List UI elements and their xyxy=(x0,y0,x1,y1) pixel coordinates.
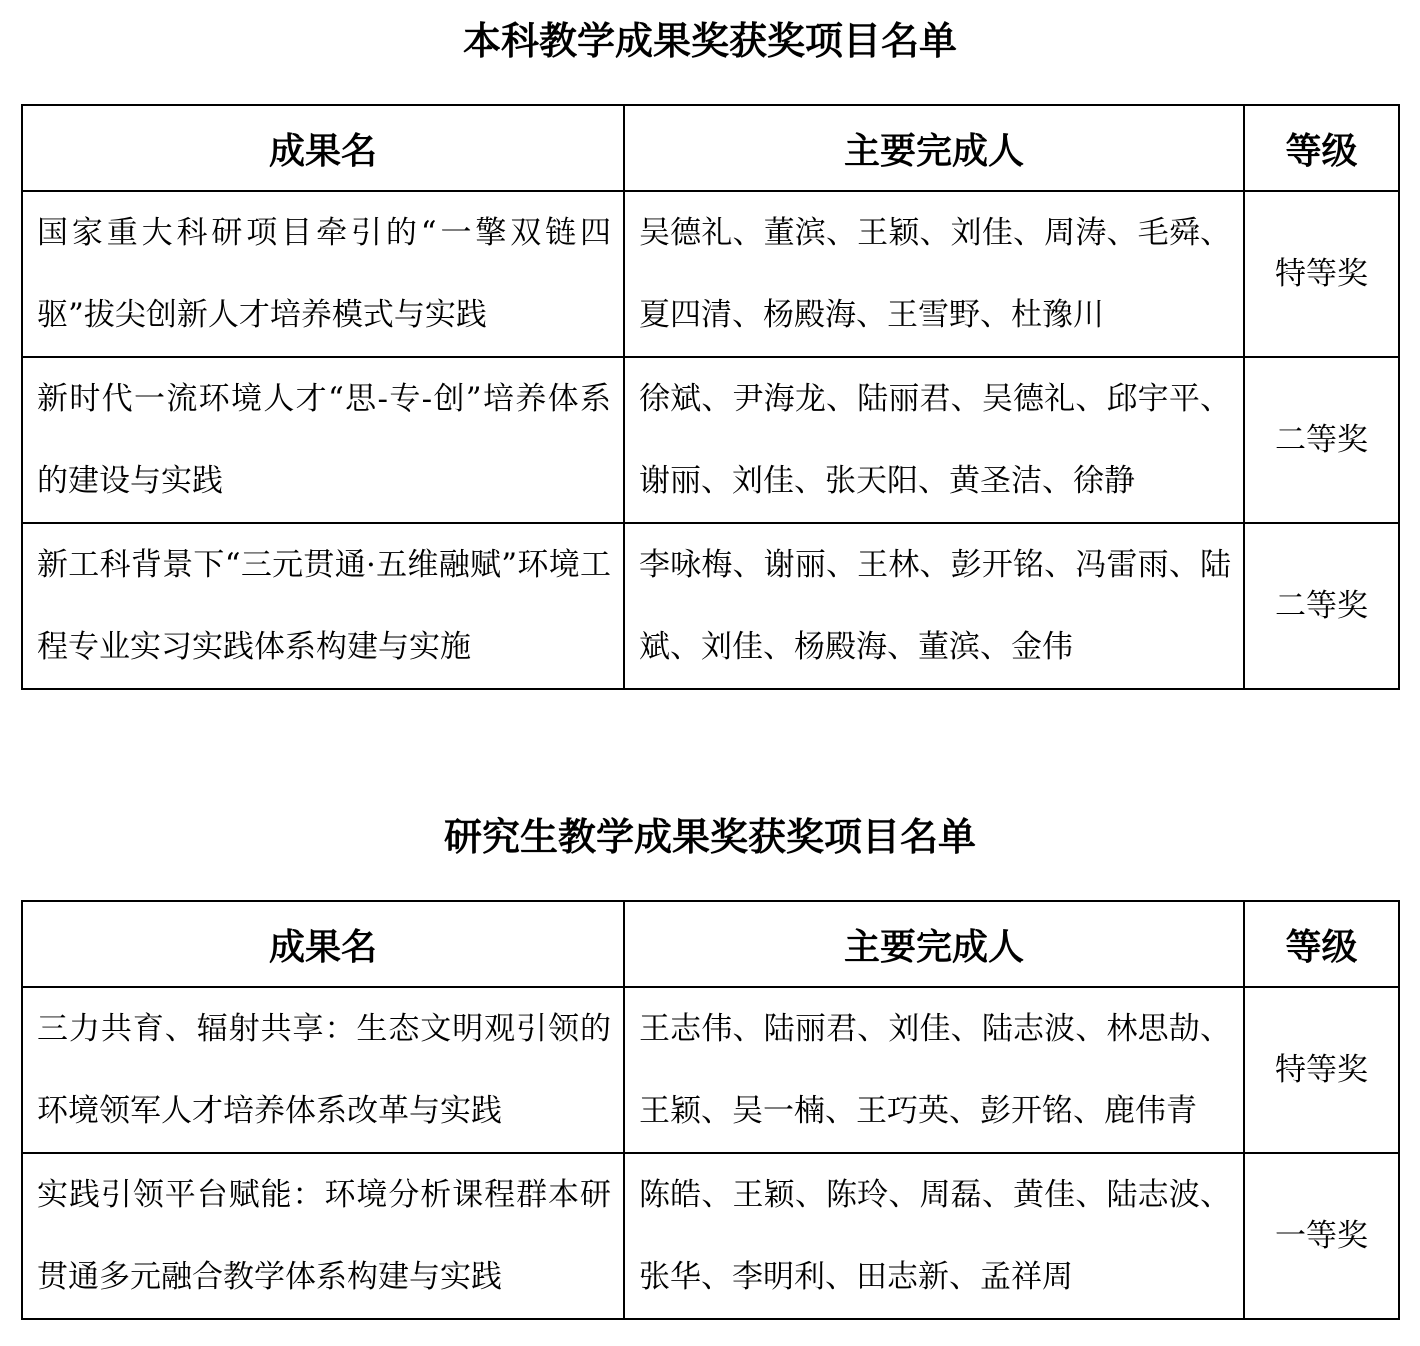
undergrad-award-table xyxy=(21,104,1400,690)
table-row xyxy=(22,357,1399,523)
table-header-row xyxy=(22,105,1399,191)
award-level-cell: 二等奖 xyxy=(1244,523,1399,689)
undergrad-list-title: 本科教学成果奖获奖项目名单 xyxy=(462,18,957,63)
table-row xyxy=(22,523,1399,689)
graduate-list-title: 研究生教学成果奖获奖项目名单 xyxy=(443,814,976,859)
award-level-cell: 特等奖 xyxy=(1244,191,1399,357)
column-header-name: 成果名 xyxy=(22,105,624,191)
table-row xyxy=(22,191,1399,357)
achievement-name-cell: 实践引领平台赋能：环境分析课程群本研贯通多元融合教学体系构建与实践 xyxy=(22,1153,624,1319)
column-header-people: 主要完成人 xyxy=(624,901,1244,987)
award-level-cell: 一等奖 xyxy=(1244,1153,1399,1319)
contributors-cell: 吴德礼、董滨、王颖、刘佳、周涛、毛舜、夏四清、杨殿海、王雪野、杜豫川 xyxy=(624,191,1244,357)
contributors-cell: 陈皓、王颖、陈玲、周磊、黄佳、陆志波、张华、李明利、田志新、孟祥周 xyxy=(624,1153,1244,1319)
table-row xyxy=(22,987,1399,1153)
table-header-row xyxy=(22,901,1399,987)
column-header-level: 等级 xyxy=(1244,105,1399,191)
contributors-cell: 李咏梅、谢丽、王林、彭开铭、冯雷雨、陆斌、刘佳、杨殿海、董滨、金伟 xyxy=(624,523,1244,689)
achievement-name-cell: 国家重大科研项目牵引的“一擎双链四驱”拔尖创新人才培养模式与实践 xyxy=(22,191,624,357)
contributors-cell: 徐斌、尹海龙、陆丽君、吴德礼、邱宇平、谢丽、刘佳、张天阳、黄圣洁、徐静 xyxy=(624,357,1244,523)
achievement-name-cell: 三力共育、辐射共享：生态文明观引领的环境领军人才培养体系改革与实践 xyxy=(22,987,624,1153)
award-level-cell: 特等奖 xyxy=(1244,987,1399,1153)
contributors-cell: 王志伟、陆丽君、刘佳、陆志波、林思劼、王颖、吴一楠、王巧英、彭开铭、鹿伟青 xyxy=(624,987,1244,1153)
table-row xyxy=(22,1153,1399,1319)
column-header-name: 成果名 xyxy=(22,901,624,987)
column-header-people: 主要完成人 xyxy=(624,105,1244,191)
graduate-award-table xyxy=(21,900,1400,1320)
award-level-cell: 二等奖 xyxy=(1244,357,1399,523)
achievement-name-cell: 新工科背景下“三元贯通·五维融赋”环境工程专业实习实践体系构建与实施 xyxy=(22,523,624,689)
achievement-name-cell: 新时代一流环境人才“思-专-创”培养体系的建设与实践 xyxy=(22,357,624,523)
column-header-level: 等级 xyxy=(1244,901,1399,987)
